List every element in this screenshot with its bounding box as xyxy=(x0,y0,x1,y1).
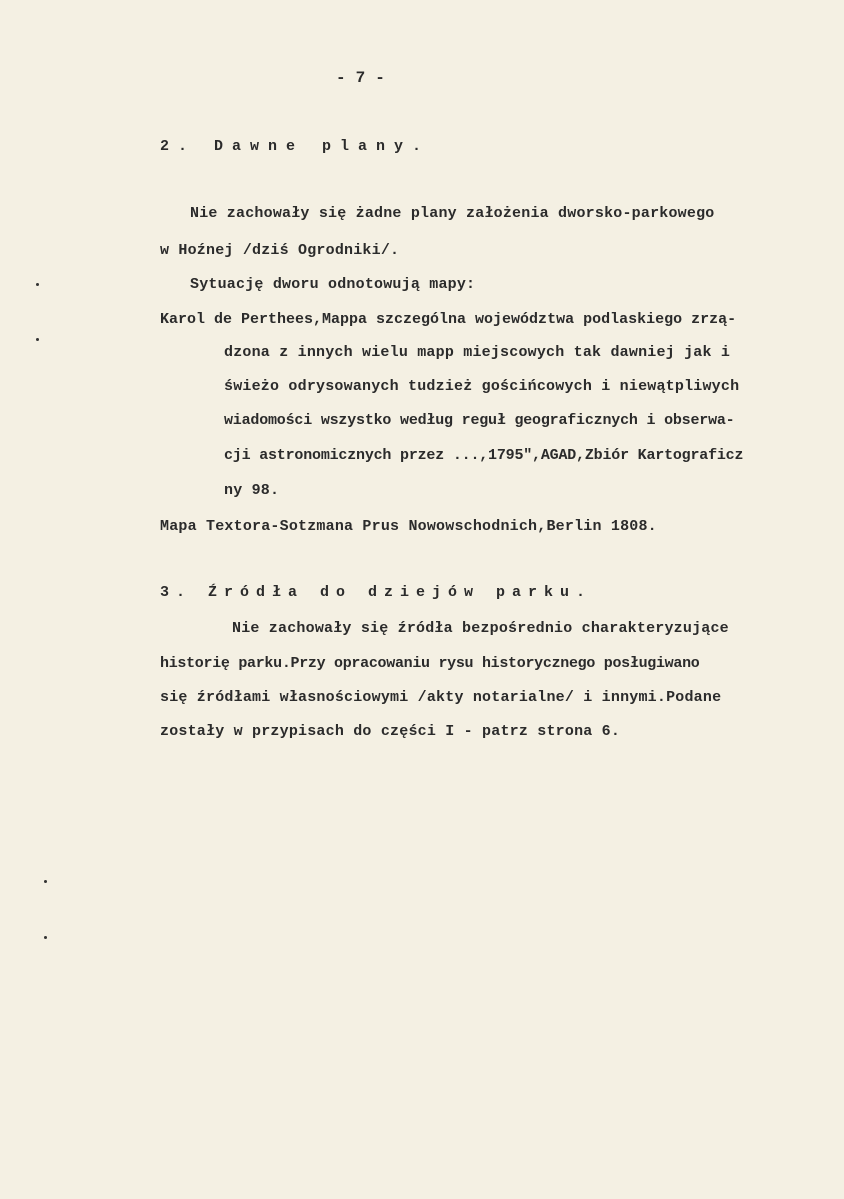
section-3-line-1: Nie zachowały się źródła bezpośrednio charakteryzujące xyxy=(232,620,729,637)
section-3-line-4: zostały w przypisach do części I - patrz strona 6. xyxy=(160,723,621,740)
margin-speck xyxy=(36,338,39,341)
margin-speck xyxy=(44,880,47,883)
section-2-line-8: cji astronomicznych przez ...,1795",AGAD,Zbiór Kartograficz xyxy=(224,447,744,464)
section-2-line-1: Nie zachowały się żadne plany założenia dworsko-parkowego xyxy=(190,205,715,222)
section-3-line-2: historię parku.Przy opracowaniu rysu historycznego posługiwano xyxy=(160,655,700,672)
section-2-line-10: Mapa Textora-Sotzmana Prus Nowowschodnich,Berlin 1808. xyxy=(160,518,657,535)
section-2-line-2: w Hoźnej /dziś Ogrodniki/. xyxy=(160,242,400,259)
margin-speck xyxy=(36,283,39,286)
section-2-line-3: Sytuację dworu odnotowują mapy: xyxy=(190,276,476,293)
section-2-line-5: dzona z innych wielu mapp miejscowych tak dawniej jak i xyxy=(224,344,731,361)
section-3-line-3: się źródłami własnościowymi /akty notarialne/ i innymi.Podane xyxy=(160,689,722,706)
section-2-line-4: Karol de Perthees,Mappa szczególna województwa podlaskiego zrzą- xyxy=(160,311,737,328)
section-2-heading: 2. Dawne plany. xyxy=(160,138,431,155)
margin-speck xyxy=(44,936,47,939)
section-2-line-6: świeżo odrysowanych tudzież gościńcowych i niewątpliwych xyxy=(224,378,740,395)
section-2-line-7: wiadomości wszystko według reguł geograficznych i obserwa- xyxy=(224,412,735,429)
section-2-line-9: ny 98. xyxy=(224,482,280,499)
page-number: - 7 - xyxy=(336,69,386,87)
section-3-heading: 3. Źródła do dziejów parku. xyxy=(160,584,593,601)
